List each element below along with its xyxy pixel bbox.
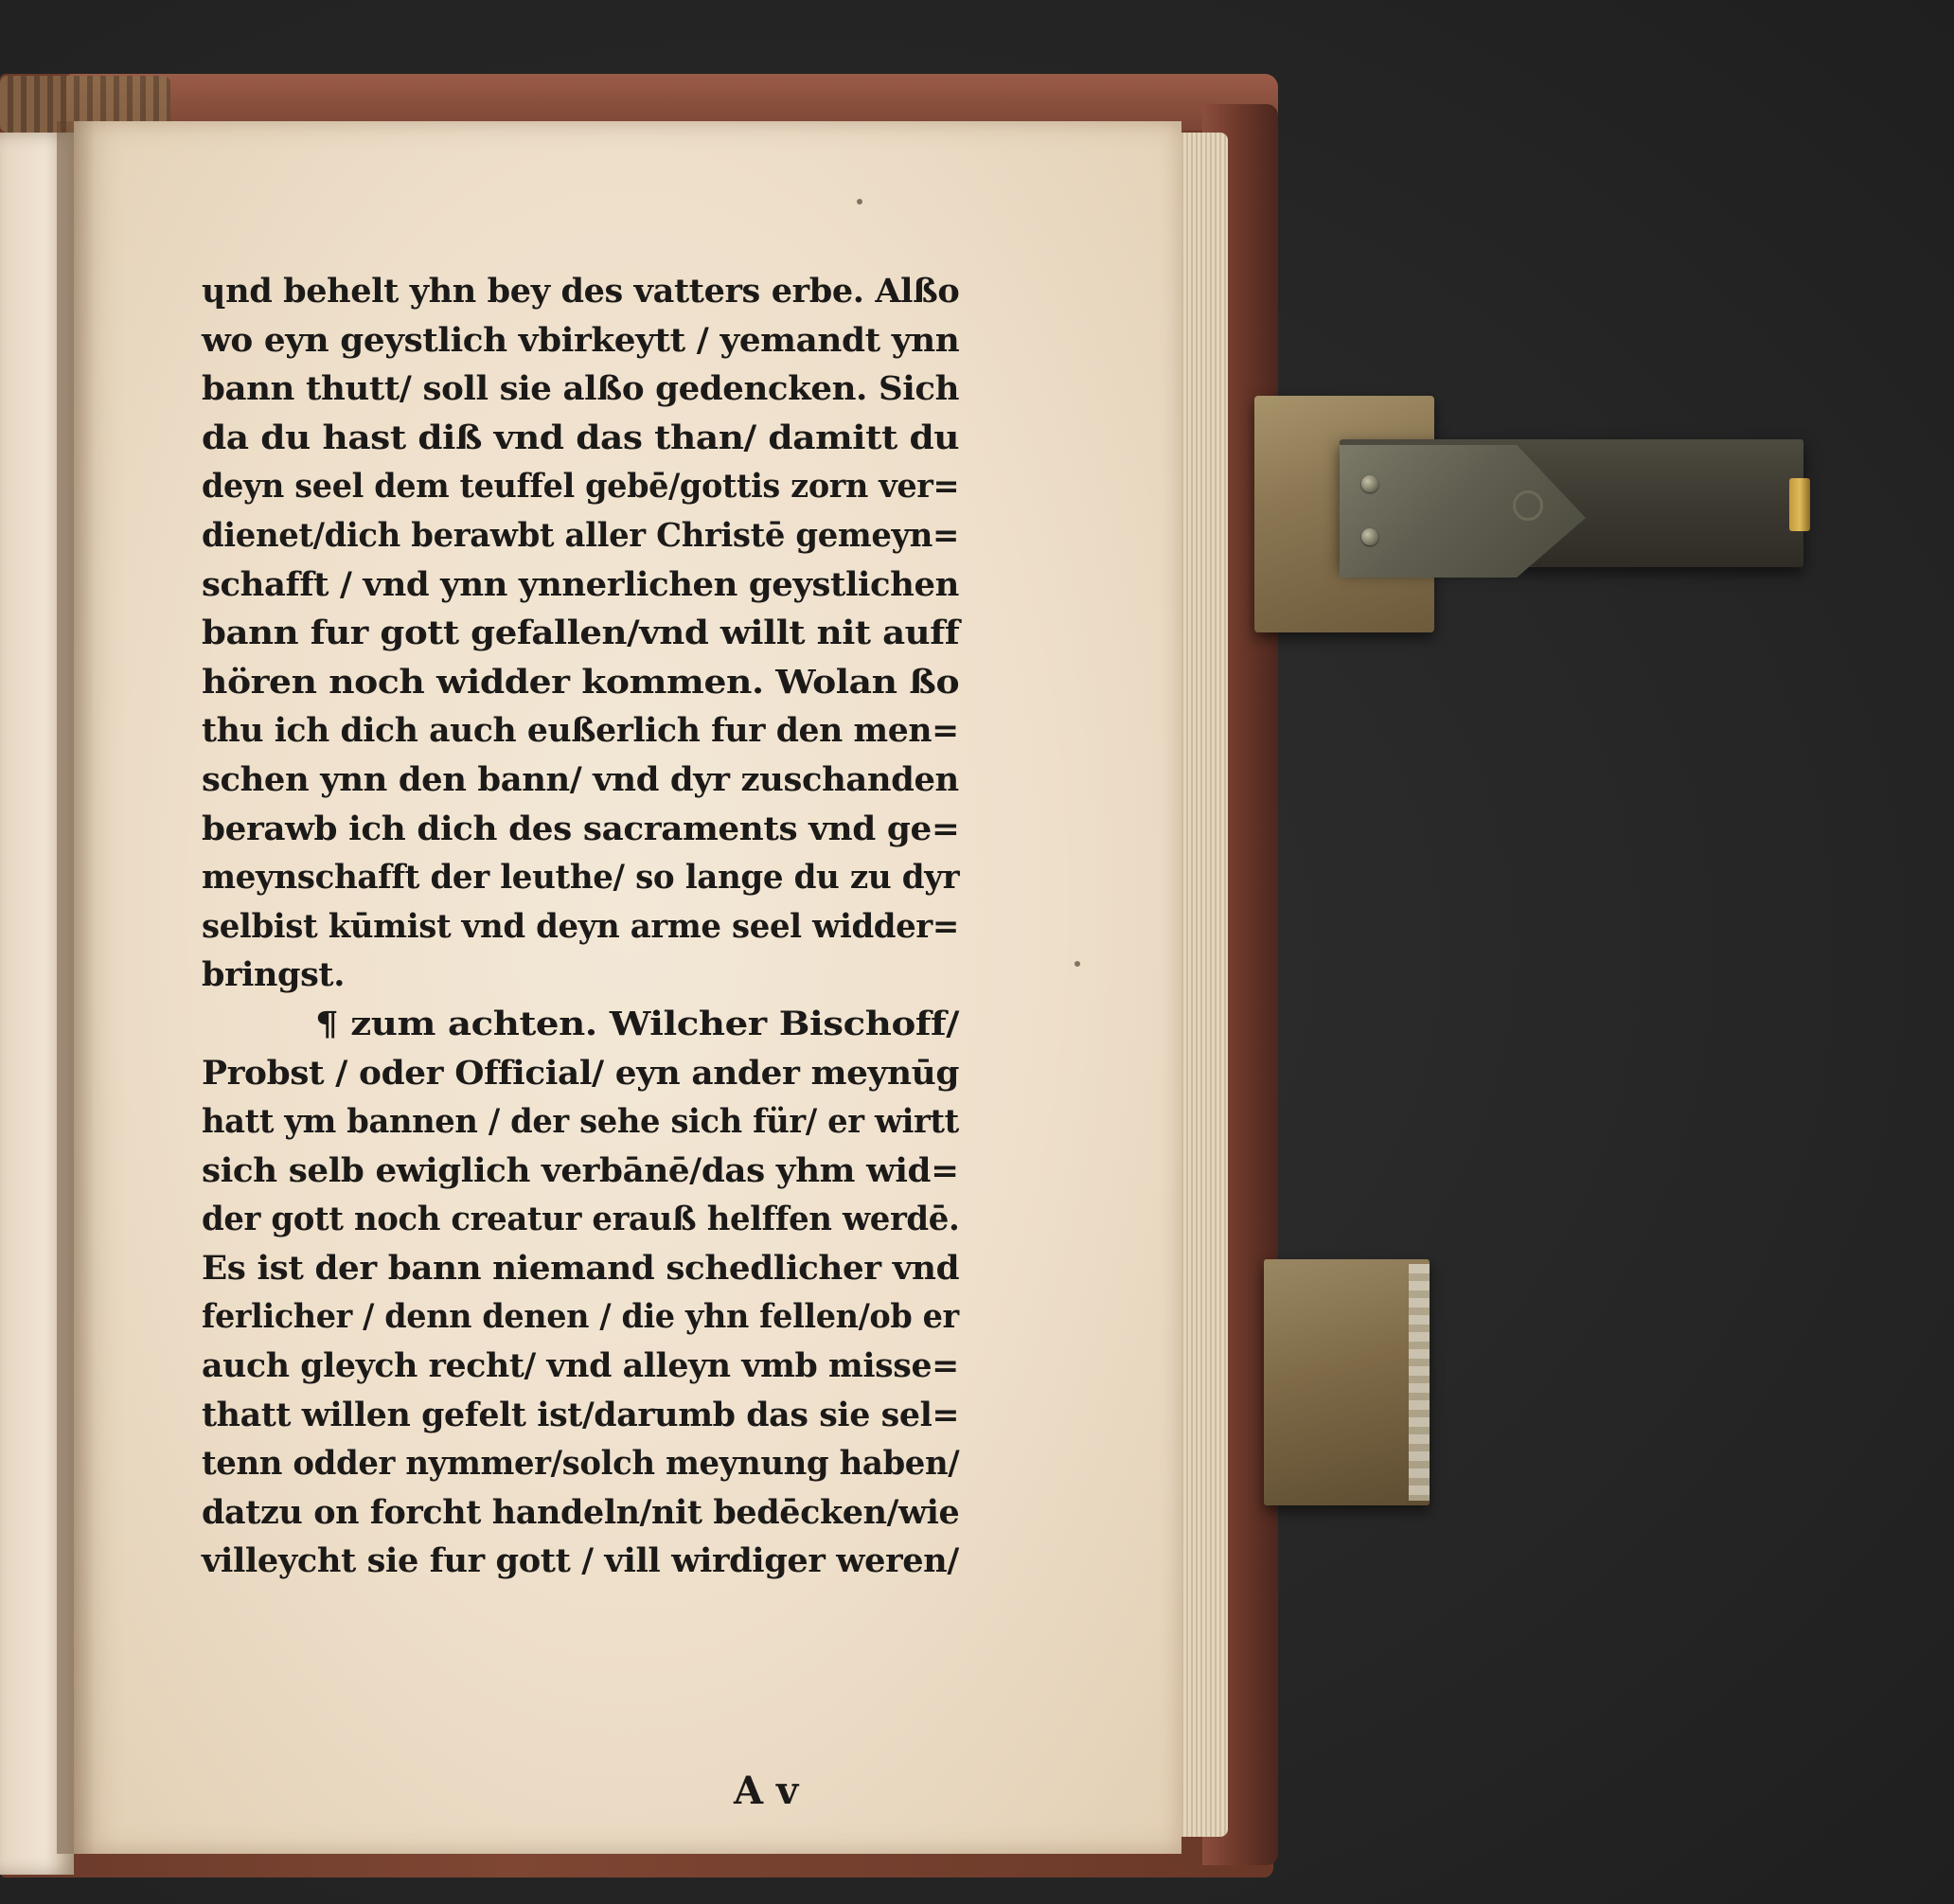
lower-clasp-leather	[1264, 1259, 1430, 1505]
text-line: hatt ym bannen / der sehe sich für/ er wirtt	[202, 1102, 959, 1142]
page-text-block	[202, 267, 959, 1586]
rivet-ring-icon	[1513, 490, 1543, 521]
text-line: der gott noch creatur erauß helffen werdē.	[202, 1200, 960, 1239]
text-line: ferlicher / denn denen / die yhn fellen/ob er	[202, 1297, 959, 1337]
text-line: deyn seel dem teuffel gebē/gottis zorn ver=	[202, 467, 960, 507]
text-line: meynschafft der leuthe/ so lange du zu dyr	[202, 858, 960, 898]
ink-speck	[1075, 961, 1080, 967]
text-line: schafft / vnd ynn ynnerlichen geystlichen	[202, 564, 959, 604]
signature-mark: A v	[734, 1769, 799, 1813]
text-line: thu ich dich auch eußerlich fur den men=	[202, 711, 959, 751]
text-line: bann fur gott gefallen/vnd willt nit auff	[202, 614, 960, 653]
text-line: Es ist der bann niemand schedlicher vnd	[202, 1248, 960, 1288]
text-line: berawb ich dich des sacraments vnd ge=	[202, 809, 960, 848]
text-line: schen ynn den bann/ vnd dyr zuschanden	[202, 759, 959, 799]
text-line: bann thutt/ soll sie alßo gedencken. Sich	[202, 369, 960, 409]
ink-speck	[857, 199, 862, 205]
text-line: auch gleych recht/ vnd alleyn vmb misse=	[202, 1346, 959, 1386]
rivet-icon	[1361, 475, 1378, 492]
gutter-shadow	[57, 121, 95, 1854]
text-line: da du hast diß vnd das than/ damitt du	[202, 418, 960, 457]
text-line: hören noch widder kommen. Wolan ßo	[202, 662, 960, 702]
text-line: Probst / oder Official/ eyn ander meynūg	[202, 1053, 960, 1093]
rivet-icon	[1361, 528, 1378, 545]
text-line: ɥnd behelt yhn bey des vatters erbe. Alßo	[202, 272, 960, 311]
section-heading-line: ¶ zum achten. Wilcher Bischoff/	[315, 1004, 959, 1043]
text-line: bringst.	[202, 955, 345, 995]
text-line: wo eyn geystlich vbirkeytt / yemandt ynn	[202, 320, 960, 360]
lower-clasp-frayed-edge	[1409, 1264, 1430, 1501]
text-line: thatt willen gefelt ist/darumb das sie sel=	[202, 1395, 960, 1434]
text-line: datzu on forcht handeln/nit bedēcken/wie	[202, 1492, 960, 1532]
text-line: villeycht sie fur gott / vill wirdiger weren/	[202, 1541, 959, 1581]
text-line: selbist kūmist vnd deyn arme seel widder=	[202, 906, 959, 946]
clasp-hook	[1789, 478, 1810, 531]
text-line: dienet/dich berawbt aller Christē gemeyn=	[202, 515, 960, 555]
text-line: tenn odder nymmer/solch meynung haben/	[202, 1444, 960, 1484]
text-line: sich selb ewiglich verbānē/das yhm wid=	[202, 1150, 959, 1190]
